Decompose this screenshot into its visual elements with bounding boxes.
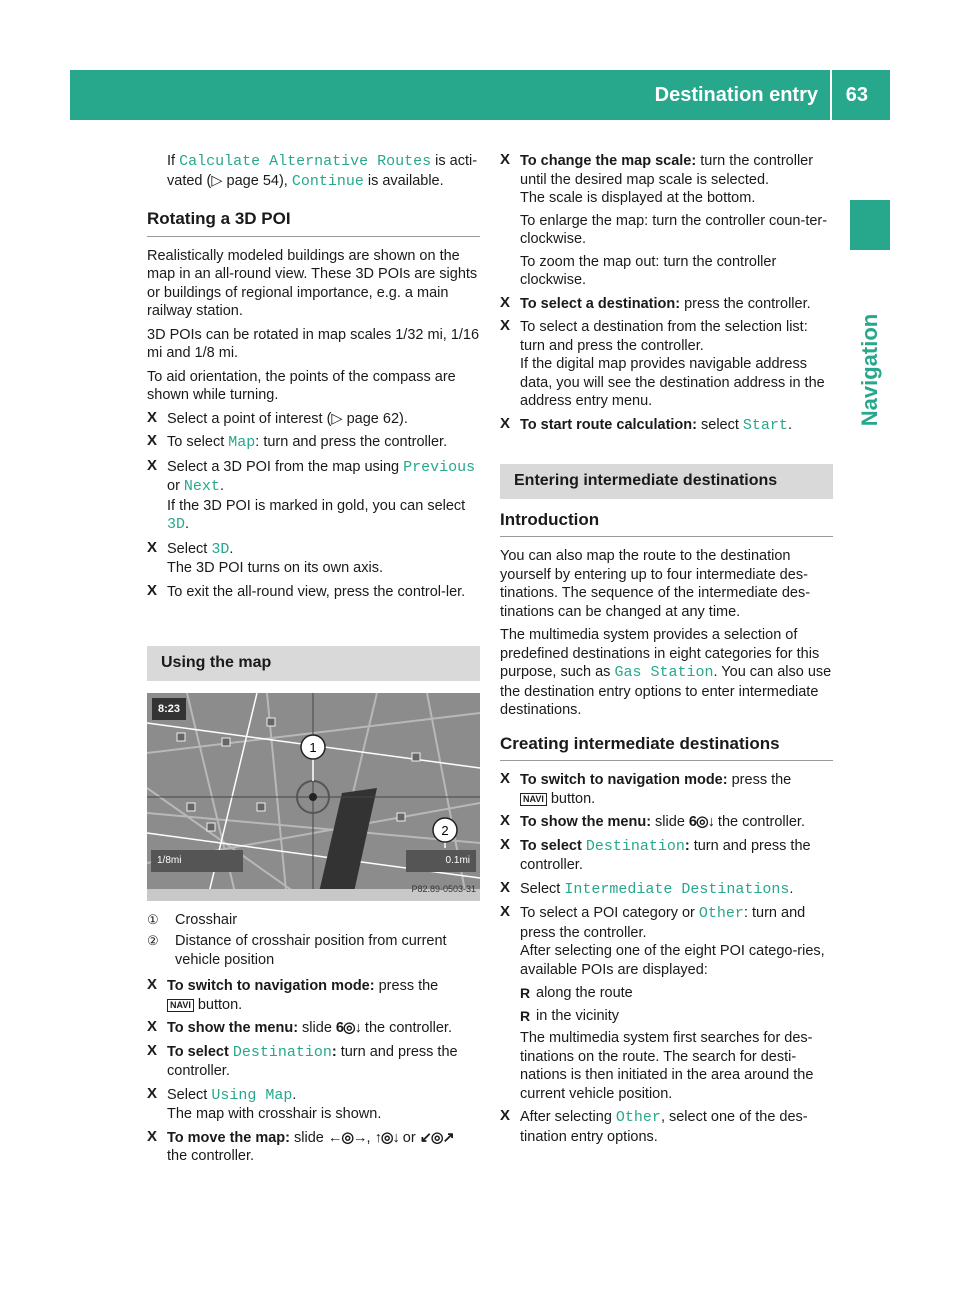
step: X Select 3D. The 3D POI turns on its own axis.	[147, 538, 383, 576]
paragraph: The multimedia system first searches for des-tinations on the route. The search for desti-nations is then initiated in the area around the current vehicle position.	[520, 1030, 814, 1102]
arrow-icon: X	[500, 317, 511, 334]
map-scale: 1/8mi	[151, 850, 243, 872]
callout-2: 2	[441, 822, 449, 838]
list-item: R in the vicinity	[520, 1007, 620, 1024]
page-ref-icon: ▷	[211, 172, 223, 189]
bullet-icon: R	[520, 985, 531, 1001]
left-column	[147, 152, 480, 1171]
page-ref-icon: ▷	[331, 410, 343, 427]
figure-code: P82.89-0503-31	[411, 884, 476, 894]
step: X To select a POI category or Other: turn and press the controller. After selecting one of the eight POI catego-ries, available POIs are displayed:	[500, 903, 825, 978]
controller-icon: 6◎↓	[335, 1020, 361, 1036]
step: X To select a destination: press the controller.	[500, 293, 811, 312]
step: X To select Destination: turn and press the controller.	[500, 835, 811, 873]
paragraph: 3D POIs can be rotated in map scales 1/32 mi, 1/16 mi and 1/8 mi.	[147, 326, 480, 361]
arrow-icon: X	[147, 538, 158, 556]
step: X To select a destination from the selection list: turn and press the controller. If the digital map provides navigable address data, you will see the destination address in the address entry menu.	[500, 317, 825, 409]
side-label-text: Navigation	[857, 313, 882, 427]
header-bar	[70, 70, 890, 120]
navi-button-icon: NAVI	[167, 999, 194, 1012]
step: X After selecting Other, select one of the des-tination entry options.	[500, 1107, 808, 1145]
map-clock: 8:23	[152, 698, 186, 721]
step: X To start route calculation: select Start.	[500, 414, 792, 434]
right-column	[500, 152, 833, 1151]
step: X Select a 3D POI from the map using Previous or Next. If the 3D POI is marked in gold, you can select 3D.	[147, 456, 476, 533]
heading-creating-intermediate-destinations: Creating intermediate destinations	[500, 735, 833, 762]
controller-icon: ↑◎↓	[374, 1129, 399, 1146]
arrow-icon: X	[147, 1127, 158, 1145]
header-divider	[830, 70, 832, 120]
controller-icon: ↙◎↗	[419, 1129, 454, 1146]
arrow-icon: X	[500, 293, 511, 311]
step: X To change the map scale: turn the controller until the desired map scale is selected. The scale is displayed at the bottom. To enlarge the map: turn the controller coun-ter-clockwise. To zoom the map out: turn the controller clockwise.	[500, 151, 828, 288]
heading-introduction: Introduction	[500, 511, 833, 538]
paragraph: Realistically modeled buildings are shown on the map in an all-round view. These 3D POIs are sights or buildings of regional importance, e.g. a main railway station.	[147, 247, 478, 319]
step: X To show the menu: slide 6◎↓ the controller.	[500, 812, 805, 830]
step: X To move the map: slide ←◎→, ↑◎↓ or ↙◎↗ the controller.	[147, 1127, 454, 1164]
step: X To select Destination: turn and press the controller.	[147, 1041, 458, 1079]
bullet-icon: R	[520, 1007, 531, 1024]
arrow-icon: X	[147, 432, 158, 449]
arrow-icon: X	[147, 976, 158, 993]
arrow-icon: X	[147, 1084, 158, 1102]
step: X Select Using Map. The map with crosshair is shown.	[147, 1084, 382, 1122]
section-title: Destination entry	[654, 84, 818, 106]
paragraph: To aid orientation, the points of the compass are shown while turning.	[147, 368, 456, 403]
arrow-icon: X	[500, 812, 511, 829]
step: X To switch to navigation mode: press the NAVI button.	[147, 976, 439, 1013]
controller-icon: ←◎→	[327, 1129, 367, 1146]
paragraph: You can also map the route to the destination yourself by entering up to four intermediate des-tinations. The sequence of the intermediate des-tinations can be changed at any time.	[500, 548, 811, 620]
arrow-icon: X	[147, 408, 158, 426]
arrow-icon: X	[147, 581, 158, 599]
intro-text: If Calculate Alternative Routes is acti-vated (▷ page 54), Continue is available.	[167, 153, 478, 190]
arrow-icon: X	[147, 1018, 158, 1035]
heading-rotating-3d-poi: Rotating a 3D POI	[147, 210, 480, 237]
arrow-icon: X	[500, 878, 511, 896]
step: X Select a point of interest (▷ page 62).	[147, 408, 408, 427]
step: X To exit the all-round view, press the control-ler.	[147, 581, 466, 600]
crosshair-distance: 0.1mi	[406, 850, 476, 872]
arrow-icon: X	[500, 903, 511, 920]
step: X To select Map: turn and press the controller.	[147, 432, 448, 451]
callout-1: 1	[309, 739, 317, 755]
side-tab	[850, 200, 890, 250]
controller-icon: 6◎↓	[688, 814, 714, 830]
arrow-icon: X	[500, 770, 511, 787]
page-number: 63	[845, 84, 868, 106]
map-figure	[147, 693, 480, 901]
banner-using-the-map: Using the map	[147, 646, 480, 681]
paragraph: The multimedia system provides a selection of predefined destinations in eight categories for this purpose, such as Gas Station. You can also use the destination entry options to enter intermediate destinations.	[500, 627, 832, 718]
list-item: R along the route	[520, 985, 633, 1001]
caption-1: ① Crosshair	[147, 911, 238, 928]
arrow-icon: X	[147, 456, 158, 474]
arrow-icon: X	[500, 414, 511, 432]
step: X To switch to navigation mode: press the NAVI button.	[500, 770, 792, 807]
arrow-icon: X	[500, 835, 511, 853]
arrow-icon: X	[147, 1041, 158, 1059]
navi-button-icon: NAVI	[520, 793, 547, 806]
step: X Select Intermediate Destinations.	[500, 878, 794, 898]
caption-2: ② Distance of crosshair position from current vehicle position	[147, 933, 447, 968]
arrow-icon: X	[500, 1107, 511, 1124]
banner-intermediate-destinations: Entering intermediate destinations	[500, 464, 833, 499]
arrow-icon: X	[500, 151, 511, 168]
step: X To show the menu: slide 6◎↓ the controller.	[147, 1018, 452, 1036]
